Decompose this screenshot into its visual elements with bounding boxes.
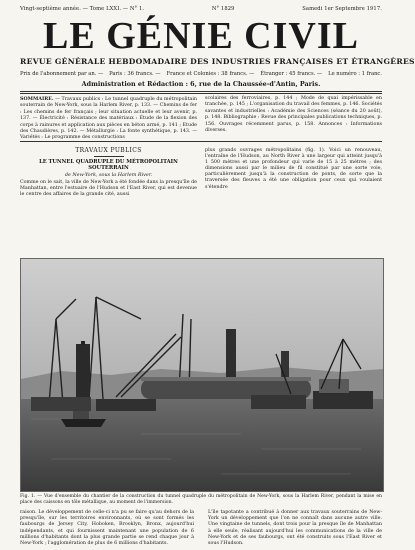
construction-photograph (20, 258, 384, 492)
divider (20, 91, 382, 92)
article-column (20, 147, 197, 198)
toc-text: — Travaux publics : Le tunnel quadruple du métropolitain souterrain de New-York, sous la Harlem River, p. 133. — Chemins de fer : Les chemins de fer français ; leur situation actuelle et leur avenir, p. 137. — Électricité : Résistance des matériaux : Étude de la flexion des corps à rainures et application aux pièces en béton armé, p. 141 ; Etude des Chaudières, p. 142. — Métallurgie : La fonte synthétique, p. 143. — Variétés : Le programme des constructions (20, 97, 197, 141)
subscription-prices (20, 71, 382, 77)
article-text: plus grands ouvrages métropolitains (fig. 1). Voici un renouveau, l'entraîne de l'Hudson, au North River à une largeur qui atteint jusqu'à 1 500 mètres et une profondeur qui varie de 15 à 25 mètres ; des dimensions aussi par le milieu de fil constitué par une sorte voie, particulièrement jusqu'à la construction de ponts, de sorte que la traversée des fleuves a été une obligation pour ceux qui voulaient s'étendre (205, 148, 382, 190)
masthead-title: LE GÉNIE CIVIL (43, 15, 359, 57)
toc-column (205, 96, 382, 140)
article-column (205, 148, 382, 192)
table-of-contents (20, 96, 382, 140)
price-issue: Le numéro : 1 franc. (328, 71, 382, 77)
masthead-subtitle: REVUE GÉNÉRALE HEBDOMADAIRE DES INDUSTRIES FRANÇAISES ET ÉTRANGÈRES (20, 57, 415, 66)
article-intro (20, 147, 382, 198)
article-continuation (20, 510, 382, 546)
issue-volume: Vingt-septième année. — Tome LXXI. — N° 1. (20, 6, 145, 12)
newspaper-page (20, 6, 415, 198)
divider (94, 156, 124, 157)
figure-caption: Fig. 1. — Vue d'ensemble du chantier de la construction du tunnel quadruple du métropolitain de New-York, sous la Harlem River, pendant la mise en place des caissons en tôle métallique, au moment de l'immersion. (20, 494, 382, 505)
divider (20, 93, 382, 94)
article-column: raison. Le développement de celle-ci n'a pu se faire qu'au dehors de la presqu'île, sur les territoires environnants, où se sont formés les faubourgs de Jersey City, Hoboken, Brooklyn, Bronx, aujourd'hui indépendants, et qui fournissent maintenant une population de 6 millions d'habitants dont la plus grande partie se rend chaque jour à New-York ; l'agglomération de plus de 6 millions d'habitants. (20, 510, 194, 547)
article-title: LE TUNNEL QUADRUPLE DU MÉTROPOLITAIN SOUTERRAIN (39, 159, 178, 172)
toc-text: scolaires des ferroviaires, p. 144 ; Mode de quai impérissable en tranchée, p. 145 ; L'organisation du travail des femmes, p. 146. Sociétés savantes et industrielles : Académie des Sciences (séance du 20 août), p. 148. Bibliographie : Revue des principales publications techniques, p. 156. Ouvrages récemment parus, p. 158. Annonces : Informations diverses. (205, 96, 382, 134)
article-text: Comme on le sait, la ville de New-York a été fondée dans la presqu'île de Manhattan, entre l'estuaire de l'Hudson et l'East River, qui est devenue le centre des affaires de la grande cité, aussi (20, 180, 197, 198)
article-subtitle: de New-York, sous la Harlem River. (64, 172, 153, 179)
issue-info-line (20, 6, 382, 13)
administration-address: Administration et Rédaction : 6, rue de la Chaussée-d'Antin, Paris. (81, 80, 321, 88)
photo-illustration (21, 259, 383, 491)
toc-label: SOMMAIRE. (20, 96, 54, 102)
price-paris: Paris : 36 francs. — (109, 71, 161, 77)
price-foreign: Étranger : 45 francs. — (260, 71, 323, 77)
toc-column (20, 96, 197, 140)
issue-date: Samedi 1er Septembre 1917. (302, 6, 382, 12)
price-france: France et Colonies : 38 francs. — (166, 71, 255, 77)
section-heading: TRAVAUX PUBLICS (75, 147, 142, 154)
article-column: L'île tapotante a contribué à donner aux travaux souterrains de New-York un développement que l'on ne connaît dans aucune autre ville. Une vingtaine de tunnels, dont trois pour la presque île de Manhattan à elle seule, réalisant aujourd'hui les communications de la ville de New-York et de ses faubourgs, ont été construits sous l'East River et sous l'Hudson. (208, 510, 382, 547)
issue-number: N° 1829 (211, 6, 235, 12)
price-label: Prix de l'abonnement par an. — (20, 71, 104, 77)
